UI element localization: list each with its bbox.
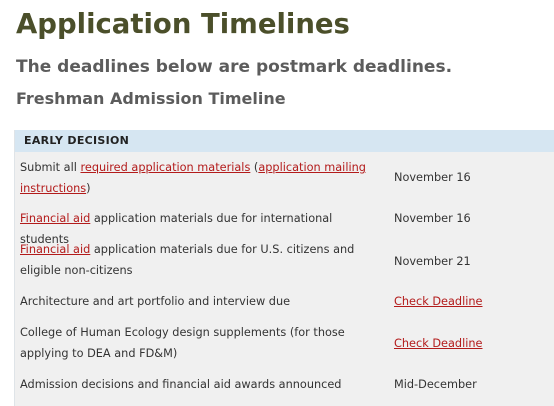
table-row	[15, 208, 554, 246]
financial-aid-link[interactable]: Financial aid	[20, 212, 91, 225]
row-date: November 16	[394, 212, 471, 225]
table-row	[15, 291, 554, 312]
row-description-text: (	[250, 161, 259, 174]
table-header-label: EARLY DECISION	[24, 134, 130, 147]
row-description	[20, 157, 380, 199]
table-row	[15, 157, 554, 199]
row-description-text: application materials due for international students	[20, 212, 333, 246]
page-title: Application Timelines	[16, 8, 350, 40]
row-description	[20, 239, 380, 281]
row-description: Admission decisions and financial aid awards announced	[20, 378, 342, 391]
check-deadline-link[interactable]: Check Deadline	[394, 295, 483, 308]
check-deadline-link[interactable]: Check Deadline	[394, 337, 483, 350]
row-date	[394, 333, 482, 354]
table-header	[15, 130, 554, 152]
table-row	[15, 239, 554, 281]
row-description: Architecture and art portfolio and interview due	[20, 295, 291, 308]
timeline-table	[14, 130, 554, 406]
page-subtitle: The deadlines below are postmark deadlines.	[16, 57, 453, 77]
row-date	[394, 291, 482, 312]
financial-aid-link[interactable]: Financial aid	[20, 243, 91, 256]
row-description-text: application materials due for U.S. citizens and eligible non-citizens	[20, 243, 355, 277]
row-date: November 21	[394, 255, 471, 268]
section-heading: Freshman Admission Timeline	[16, 89, 286, 108]
row-date: November 16	[394, 171, 471, 184]
row-description: College of Human Ecology design supplements (for those applying to DEA and FD&M)	[20, 326, 345, 360]
required-application-materials-link[interactable]: required application materials	[80, 161, 251, 174]
application-mailing-instructions-link[interactable]: application mailing instructions	[20, 161, 366, 195]
row-description-text: )	[86, 182, 91, 195]
row-description-text: Submit all	[20, 161, 81, 174]
table-row	[15, 374, 554, 395]
row-date: Mid-December	[394, 378, 477, 391]
table-row	[15, 322, 554, 364]
